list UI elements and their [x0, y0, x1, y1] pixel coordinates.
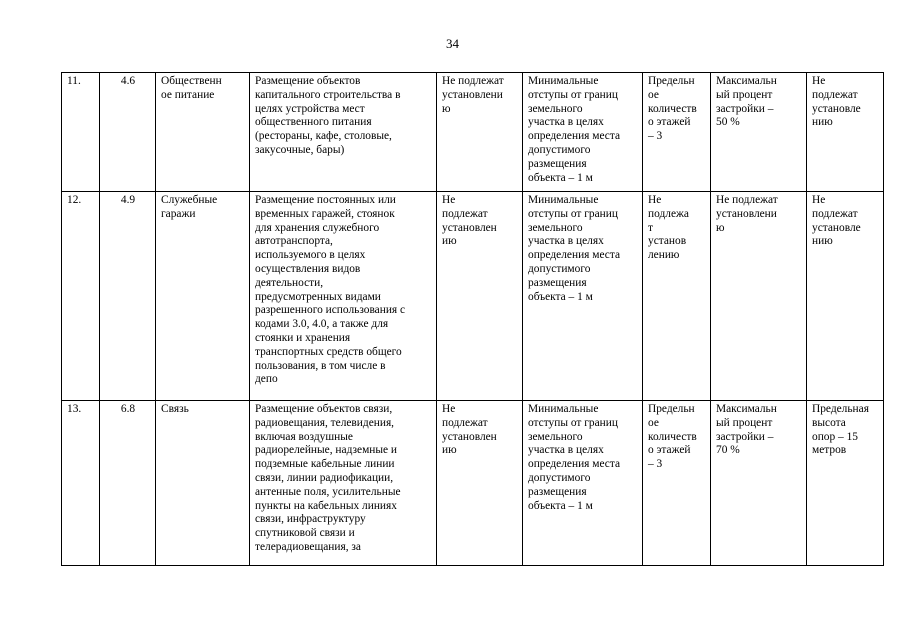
- use-code-cell: 4.6: [100, 73, 156, 192]
- other-limits-cell: Предельная высота опор – 15 метров: [807, 401, 884, 566]
- table-row: [62, 73, 884, 192]
- row-number-cell: 11.: [62, 73, 100, 192]
- min-area-cell: Не подлежат установлен ию: [437, 401, 523, 566]
- floors-cell: Предельн ое количеств о этажей – 3: [643, 73, 711, 192]
- land-use-regulations-table: [61, 72, 884, 566]
- other-limits-cell: Не подлежат установле нию: [807, 192, 884, 401]
- table-row: [62, 401, 884, 566]
- use-name-cell: Связь: [156, 401, 250, 566]
- use-description-cell: Размещение объектов капитального строительства в целях устройства мест общественного питания (рестораны, кафе, столовые, закусочные, бары): [250, 73, 437, 192]
- min-area-cell: Не подлежат установлени ю: [437, 73, 523, 192]
- other-limits-cell: Не подлежат установле нию: [807, 73, 884, 192]
- setbacks-cell: Минимальные отступы от границ земельного участка в целях определения места допустимого размещения объекта – 1 м: [523, 73, 643, 192]
- use-description-cell: Размещение постоянных или временных гаражей, стоянок для хранения служебного автотранспорта, используемого в целях осуществления видов деятельности, предусмотренных видами разрешенного использования с кодами 3.0, 4.0, а также для стоянки и хранения транспортных средств общего пользования, в том числе в депо: [250, 192, 437, 401]
- coverage-cell: Не подлежат установлени ю: [711, 192, 807, 401]
- use-code-cell: 4.9: [100, 192, 156, 401]
- setbacks-cell: Минимальные отступы от границ земельного участка в целях определения места допустимого размещения объекта – 1 м: [523, 401, 643, 566]
- coverage-cell: Максимальн ый процент застройки – 70 %: [711, 401, 807, 566]
- use-name-cell: Служебные гаражи: [156, 192, 250, 401]
- coverage-cell: Максимальн ый процент застройки – 50 %: [711, 73, 807, 192]
- setbacks-cell: Минимальные отступы от границ земельного участка в целях определения места допустимого размещения объекта – 1 м: [523, 192, 643, 401]
- row-number-cell: 12.: [62, 192, 100, 401]
- table-row: [62, 192, 884, 401]
- floors-cell: Предельн ое количеств о этажей – 3: [643, 401, 711, 566]
- floors-cell: Не подлежа т установ лению: [643, 192, 711, 401]
- page-number: 34: [446, 36, 459, 51]
- min-area-cell: Не подлежат установлен ию: [437, 192, 523, 401]
- use-description-cell: Размещение объектов связи, радиовещания, телевидения, включая воздушные радиорелейные, надземные и подземные кабельные линии связи, линии радиофикации, антенные поля, усилительные пункты на кабельных линиях связи, инфраструктуру спутниковой связи и телерадиовещания, за: [250, 401, 437, 566]
- use-name-cell: Общественн ое питание: [156, 73, 250, 192]
- use-code-cell: 6.8: [100, 401, 156, 566]
- row-number-cell: 13.: [62, 401, 100, 566]
